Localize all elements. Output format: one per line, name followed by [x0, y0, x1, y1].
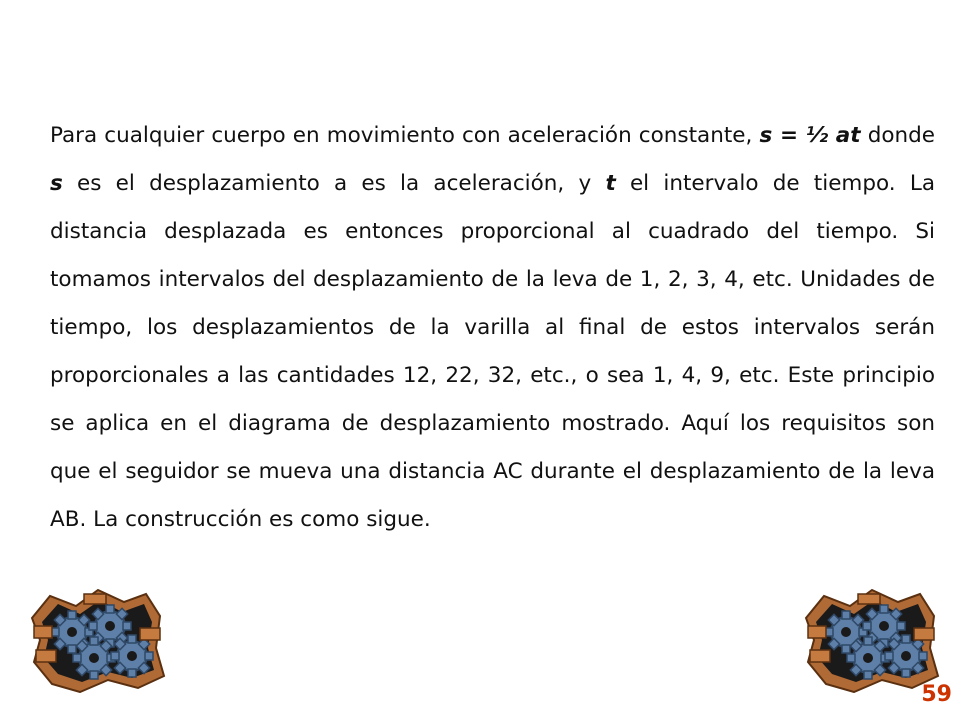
text-run: el intervalo de tiempo. La distancia desplazada es entonces proporcional al cuadrado del tiempo. Si tomamos intervalos del desplazamiento de la leva de 1, 2, 3, 4, etc. Unidades de tiempo, los desplazamientos de la varilla al final de estos intervalos serán proporcionales a las cantidades 12, 22, 32, etc., o sea 1, 4, 9, etc. Este principio se aplica en el diagrama de desplazamiento mostrado. Aquí los requisitos son que el seguidor se mueva una distancia AC durante el desplazamiento de la leva AB. La construcción es como sigue.	[50, 171, 935, 532]
text-run: donde	[860, 123, 936, 148]
text-run: Para cualquier cuerpo en movimiento con aceleración constante,	[50, 123, 760, 148]
gears-wall-icon	[28, 588, 168, 693]
variable-t: t	[605, 171, 616, 196]
text-run: es el desplazamiento a es la aceleración, y	[62, 171, 606, 196]
variable-s: s	[50, 171, 63, 196]
formula-displacement: s = ½ at	[759, 123, 861, 148]
page-number: 59	[921, 682, 952, 707]
gears-wall-icon	[802, 588, 942, 693]
body-paragraph	[50, 112, 935, 544]
